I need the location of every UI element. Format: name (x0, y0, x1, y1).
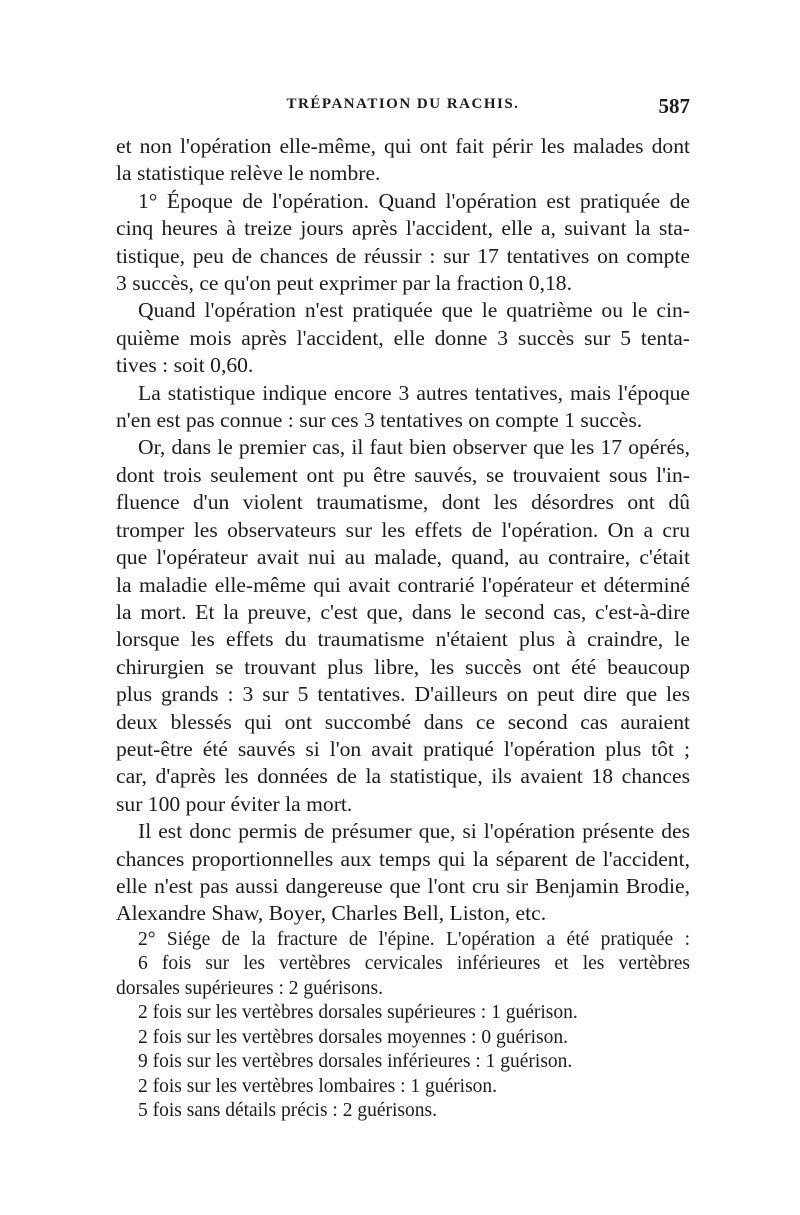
text-line: la statistique relève le nombre. (116, 161, 381, 186)
text-line: tistique, peu de chances de réussir : sur 17 tentatives on compte (116, 243, 690, 268)
text-line: dorsales supérieures : 2 guérisons. (116, 977, 383, 999)
text-line: n'en est pas connue : sur ces 3 tentatives on compte 1 succès. (116, 408, 643, 433)
text-line: quième mois après l'accident, elle donne 3 succès sur 5 tenta- (116, 325, 690, 350)
text-line: 3 succès, ce qu'on peut exprimer par la fraction 0,18. (116, 271, 572, 296)
text-line: chirurgien se trouvant plus libre, les succès ont été beaucoup (116, 654, 690, 679)
page-header (116, 96, 690, 126)
text-line: tromper les observateurs sur les effets de l'opération. On a cru (116, 517, 690, 542)
paragraph-epoque (116, 188, 690, 298)
text-line: plus grands : 3 sur 5 tentatives. D'ailleurs on peut dire que les (116, 682, 690, 707)
text-line: sur 100 pour éviter la mort. (116, 791, 353, 816)
text-line: elle n'est pas aussi dangereuse que l'ont cru sir Benjamin Brodie, (116, 873, 690, 898)
text-line: 5 fois sans détails précis : 2 guérisons. (138, 1100, 437, 1122)
body-text (116, 133, 690, 1124)
text-line: Alexandre Shaw, Boyer, Charles Bell, Liston, etc. (116, 901, 547, 926)
paragraph-continuation (116, 133, 690, 188)
text-line: 1° Époque de l'opération. Quand l'opération est pratiquée de (138, 188, 690, 213)
paragraph-autres-tentatives (116, 380, 690, 435)
text-line: 6 fois sur les vertèbres cervicales inférieures et les vertèbres (138, 953, 690, 975)
text-line: et non l'opération elle-même, qui ont fait périr les malades dont (116, 134, 690, 158)
paragraph-presumer (116, 818, 690, 928)
text-line: tives : soit 0,60. (116, 353, 254, 378)
text-line: 2 fois sur les vertèbres lombaires : 1 guérison. (138, 1075, 498, 1097)
text-line: 2 fois sur les vertèbres dorsales moyennes : 0 guérison. (138, 1026, 568, 1048)
text-line: La statistique indique encore 3 autres tentatives, mais l'époque (138, 380, 690, 405)
text-line: chances proportionnelles aux temps qui la séparent de l'accident, (116, 846, 690, 871)
text-line: Il est donc permis de présumer que, si l'opération présente des (138, 819, 690, 844)
page-number: 587 (658, 94, 690, 118)
text-line: la maladie elle-même qui avait contrarié l'opérateur et déterminé (116, 572, 690, 597)
text-line: 2 fois sur les vertèbres dorsales supérieures : 1 guérison. (138, 1002, 578, 1024)
paragraph-quatrieme-mois (116, 297, 690, 379)
text-line: fluence d'un violent traumatisme, dont les désordres ont dû (116, 490, 690, 515)
text-line: deux blessés qui ont succombé dans ce second cas auraient (116, 709, 690, 734)
text-line: Quand l'opération n'est pratiquée que le quatrième ou le cin- (138, 298, 690, 323)
text-line: que l'opérateur avait nui au malade, quand, au contraire, c'était (116, 545, 690, 570)
text-line: lorsque les effets du traumatisme n'étaient plus à craindre, le (116, 627, 690, 652)
text-line: 9 fois sur les vertèbres dorsales inférieures : 1 guérison. (138, 1051, 573, 1073)
text-line: cinq heures à treize jours après l'accident, elle a, suivant la sta- (116, 216, 690, 241)
text-line: Or, dans le premier cas, il faut bien observer que les 17 opérés, (138, 435, 690, 460)
paragraph-premier-cas (116, 434, 690, 818)
text-line: peut-être été sauvés si l'on avait pratiqué l'opération plus tôt ; (116, 736, 690, 761)
text-line: la mort. Et la preuve, c'est que, dans le second cas, c'est-à-dire (116, 599, 690, 624)
running-title: TRÉPANATION DU RACHIS. (286, 96, 520, 112)
paragraph-siege (116, 928, 690, 1124)
text-line: dont trois seulement ont pu être sauvés, se trouvaient sous l'in- (116, 462, 690, 487)
text-line: 2° Siége de la fracture de l'épine. L'opération a été pratiquée : (138, 928, 690, 950)
text-line: car, d'après les données de la statistique, ils avaient 18 chances (116, 764, 690, 789)
